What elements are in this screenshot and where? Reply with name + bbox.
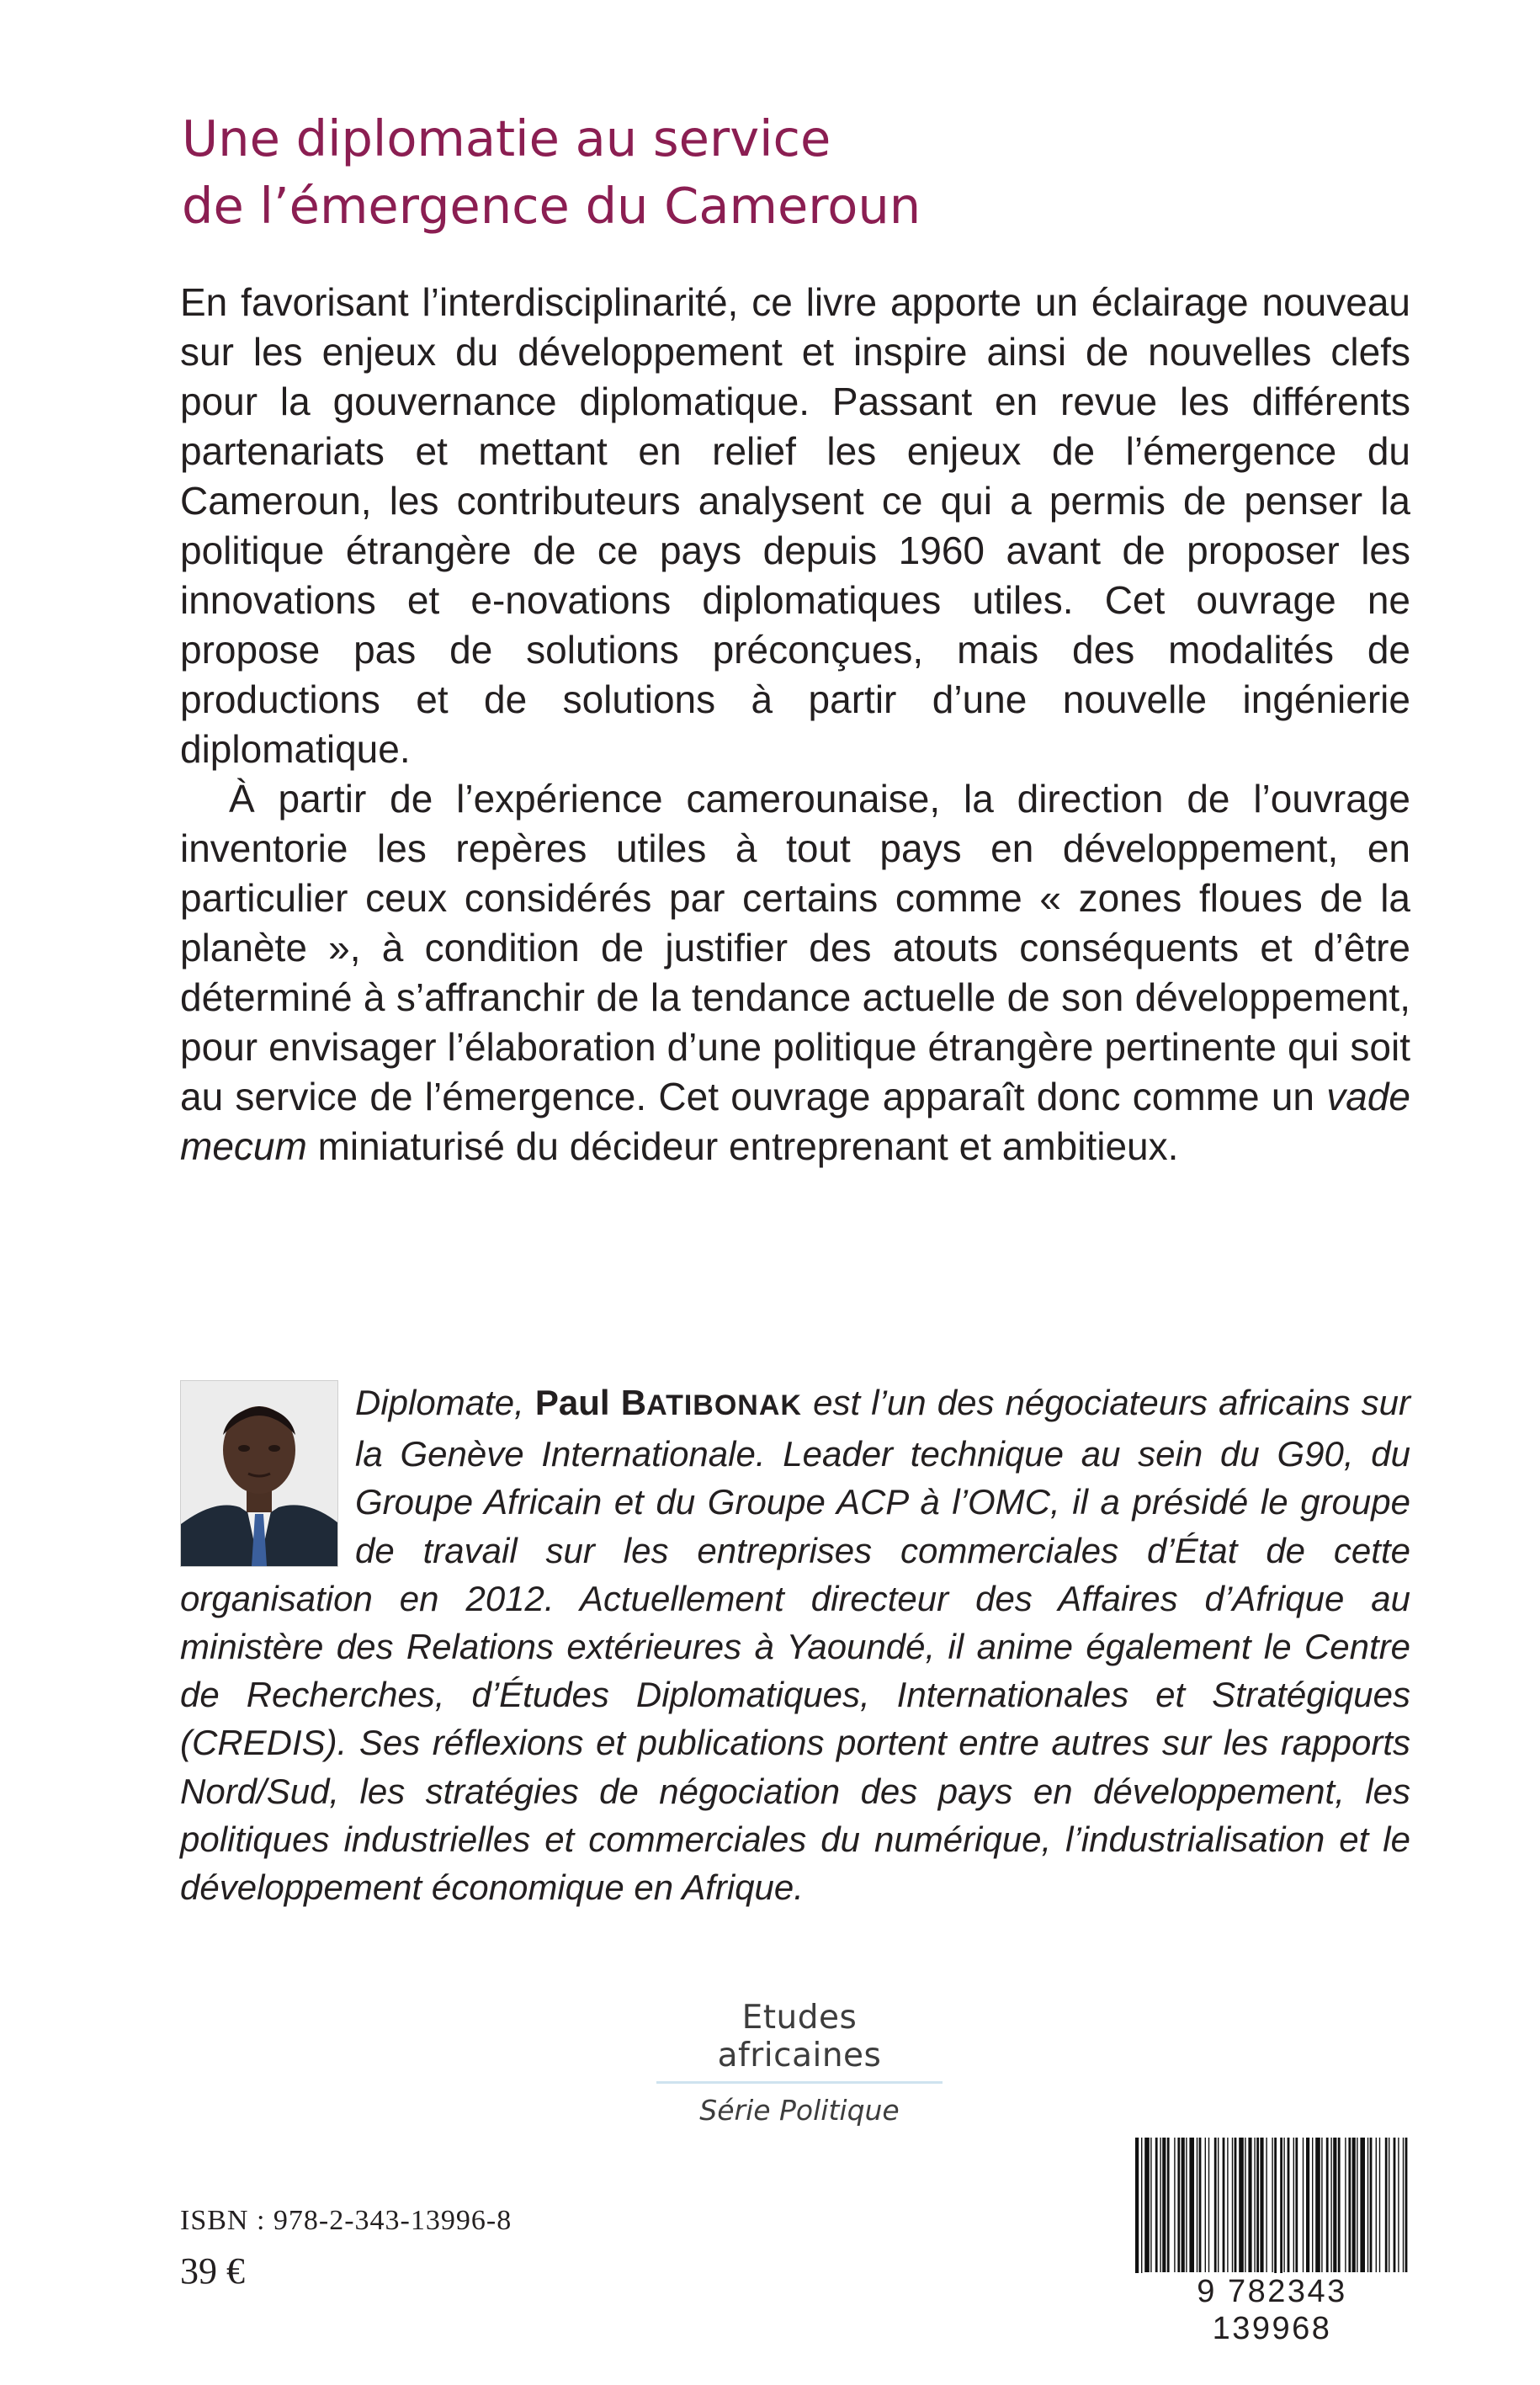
book-title: [182, 105, 1360, 240]
author-bio: [180, 1378, 1410, 1911]
barcode-bar: [1293, 2138, 1294, 2272]
barcode-bar: [1248, 2138, 1251, 2272]
photo-spacer: [180, 1378, 342, 1569]
barcode-bar: [1326, 2138, 1329, 2272]
barcode-bar: [1167, 2138, 1170, 2272]
barcode-bar: [1306, 2138, 1309, 2272]
barcode-bar: [1398, 2138, 1399, 2272]
barcode-bar: [1385, 2138, 1388, 2272]
series-name: Etudes africaines: [717, 1999, 882, 2074]
barcode-bar: [1315, 2138, 1320, 2272]
barcode-bar: [1254, 2138, 1255, 2272]
barcode-bar: [1283, 2138, 1284, 2272]
series-subseries: Série Politique: [699, 2094, 900, 2127]
barcode-bar: [1303, 2138, 1304, 2272]
description-paragraph-2-start: À partir de l’expérience camerounaise, la direction de l’ouvrage inventorie les repères utiles à tout pays en développement, en particulier ceux considérés par certains comme « zones floues de la planète », à condition de justifier des atouts conséquents et d’être déterminé à s’affranchir de la tendance actuelle de son développement, pour envisager l’élaboration d’une politique étrangère pertinente qui soit au service de l’émergence. Cet ouvrage apparaît donc comme un: [180, 777, 1410, 1118]
barcode-bar: [1218, 2138, 1219, 2272]
author-bio-text: est l’un des négociateurs africains sur la Genève Internationale. Leader technique au sein du G90, du Groupe Africain et du Groupe ACP à l’OMC, il a présidé le groupe de travail sur les entreprises commerciales d’État de cette organisation en 2012. Actuellement directeur des Affaires d’Afrique au ministère des Relations extérieures à Yaoundé, il anime également le Centre de Recherches, d’Études Diplomatiques, Internationales et Stratégiques (CREDIS). Ses réflexions et publications portent entre autres sur les rapports Nord/Sud, les stratégies de négociation des pays en développement, les politiques industrielles et commerciales du numérique, l’industrialisation et le développement économique en Afrique.: [180, 1383, 1411, 1908]
barcode-bar: [1348, 2138, 1351, 2272]
barcode-bar: [1367, 2138, 1368, 2272]
barcode-bar: [1214, 2138, 1217, 2272]
barcode-bar: [1256, 2138, 1259, 2272]
barcode-bar: [1260, 2138, 1263, 2272]
description-paragraph-1: En favorisant l’interdisciplinarité, ce livre apporte un éclairage nouveau sur les enjeux du développement et inspire ainsi de nouvelles clefs pour la gouvernance diplomatique. Passant en revue les différents partenariats et mettant en relief les enjeux de l’émergence du Cameroun, les contributeurs analysent ce qui a permis de penser la politique étrangère de ce pays depuis 1960 avant de proposer les innovations et e-novations diplomatiques utiles. Cet ouvrage ne propose pas de solutions préconçues, mais des modalités de productions et de solutions à partir d’une nouvelle ingénierie diplomatique.: [180, 280, 1410, 771]
vade-mecum-emphasis: vade mecum: [180, 1075, 1411, 1168]
barcode-bar: [1239, 2138, 1244, 2272]
barcode-digits: 9 782343 139968: [1132, 2273, 1412, 2347]
barcode-bar: [1394, 2138, 1396, 2272]
author-bio-prefix: Diplomate,: [355, 1383, 524, 1422]
barcode-bar: [1150, 2138, 1151, 2272]
barcode-bar: [1199, 2138, 1202, 2272]
author-first-name: Paul: [534, 1383, 610, 1422]
barcode-bar: [1266, 2138, 1267, 2272]
barcode-bar: [1177, 2138, 1180, 2272]
barcode-bar: [1182, 2138, 1185, 2272]
barcode-bar: [1162, 2138, 1166, 2272]
series-label: [656, 1999, 943, 2127]
barcode-bar: [1360, 2138, 1365, 2272]
book-title-line-1: Une diplomatie au service: [182, 109, 831, 167]
barcode-bar: [1227, 2138, 1228, 2272]
barcode-bar: [1223, 2138, 1225, 2272]
barcode-bar: [1333, 2138, 1336, 2272]
barcode-bar: [1155, 2138, 1158, 2272]
isbn: ISBN : 978-2-343-13996-8: [180, 2205, 512, 2236]
barcode-bar: [1321, 2138, 1322, 2272]
barcode-bar: [1208, 2138, 1209, 2272]
barcode-bar: [1189, 2138, 1194, 2272]
barcode-bar: [1295, 2138, 1298, 2272]
barcode-bar: [1232, 2138, 1233, 2272]
description-paragraph-2: [180, 774, 1410, 1171]
barcode-bar: [1288, 2138, 1290, 2272]
barcode-bar: [1379, 2138, 1380, 2272]
barcode-bar: [1370, 2138, 1373, 2272]
barcode-bar: [1312, 2138, 1313, 2272]
barcode-bar: [1405, 2138, 1408, 2272]
barcode-bar: [1352, 2138, 1356, 2272]
barcode-bar: [1345, 2138, 1346, 2272]
barcode-bar: [1235, 2138, 1237, 2272]
barcode-bar: [1205, 2138, 1206, 2272]
book-title-line-2: de l’émergence du Cameroun: [182, 177, 921, 235]
series-divider: [656, 2081, 943, 2084]
barcode-bar: [1338, 2138, 1341, 2272]
description-paragraph-2-end: miniaturisé du décideur entreprenant et ambitieux.: [317, 1124, 1179, 1168]
barcode-bar: [1174, 2138, 1175, 2272]
barcode-bar: [1376, 2138, 1377, 2272]
price: 39 €: [180, 2250, 245, 2292]
barcode-bar: [1403, 2138, 1404, 2272]
book-description: [180, 278, 1410, 1171]
author-last-name-rest: ATIBONAK: [646, 1389, 802, 1421]
barcode-bar: [1330, 2138, 1331, 2272]
barcode-bar: [1144, 2138, 1150, 2272]
author-last-name-initial: B: [620, 1383, 647, 1422]
barcode-bar: [1186, 2138, 1187, 2272]
